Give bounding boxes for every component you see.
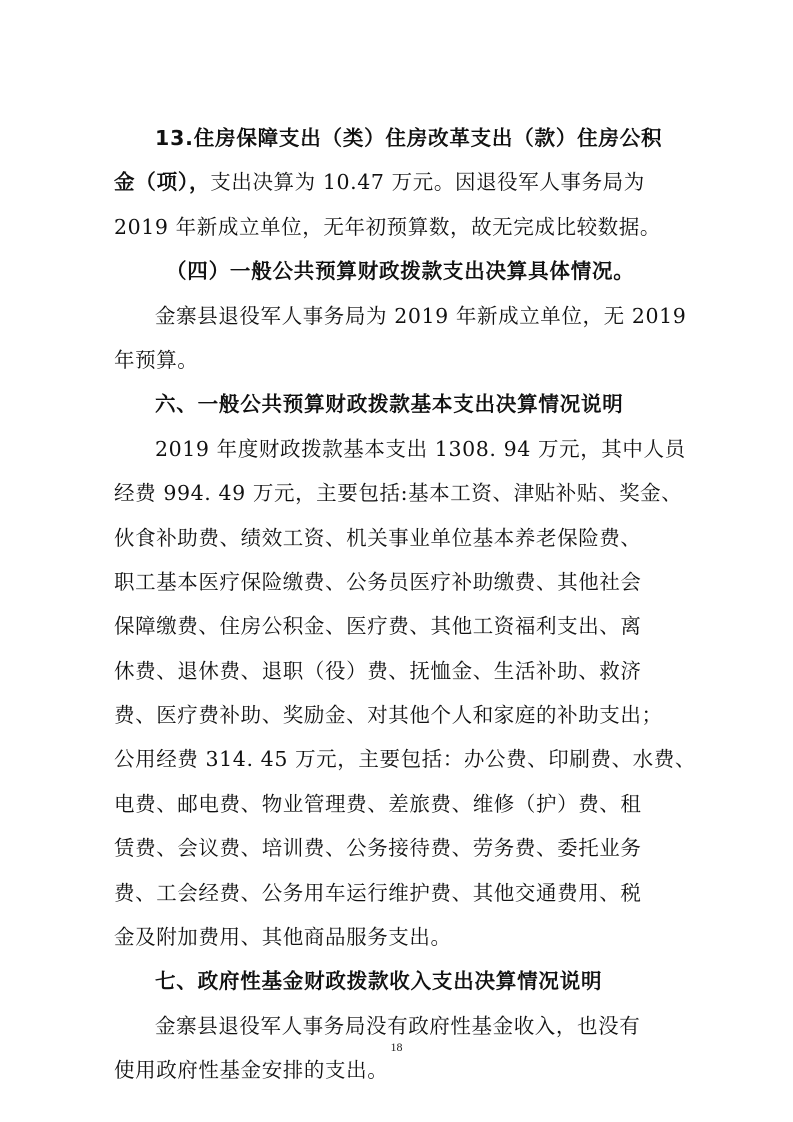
- body-text: 伙食补助费、绩效工资、机关事业单位基本养老保险费、: [114, 525, 642, 550]
- paragraph-line: [114, 871, 682, 915]
- paragraph-line: [114, 560, 682, 604]
- body-text: 2019 年度财政拨款基本支出 1308. 94 万元，其中人员: [155, 436, 686, 461]
- body-text: 赁费、会议费、培训费、公务接待费、劳务费、委托业务: [114, 836, 642, 861]
- section-heading-basic-expenditure: [114, 382, 682, 426]
- body-text: 保障缴费、住房公积金、医疗费、其他工资福利支出、离: [114, 614, 642, 639]
- paragraph-line: [114, 826, 682, 870]
- body-text: 2019 年新成立单位，无年初预算数，故无完成比较数据。: [114, 214, 661, 239]
- body-text: 职工基本医疗保险缴费、公务员医疗补助缴费、其他社会: [114, 569, 642, 594]
- paragraph-line: [114, 737, 696, 781]
- section-heading-text: 六、一般公共预算财政拨款基本支出决算情况说明: [155, 392, 624, 417]
- section-heading-text: 七、政府性基金财政拨款收入支出决算情况说明: [155, 969, 603, 994]
- body-text: 使用政府性基金安排的支出。: [114, 1058, 389, 1083]
- paragraph-line: [114, 649, 682, 693]
- body-text: 电费、邮电费、物业管理费、差旅费、维修（护）费、租: [114, 791, 642, 816]
- paragraph-line: [114, 782, 682, 826]
- section-heading-text: （四）一般公共预算财政拨款支出决算具体情况。: [166, 259, 635, 284]
- body-text: 费、医疗费补助、奖励金、对其他个人和家庭的补助支出；: [114, 703, 663, 728]
- subsection-heading-housing-fund-cont: 金（项），: [114, 170, 211, 195]
- paragraph-line: [114, 693, 682, 737]
- body-text: 支出决算为 10.47 万元。因退役军人事务局为: [210, 170, 645, 195]
- paragraph-line-housing-fund-amount: [114, 160, 682, 204]
- body-text: 经费 994. 49 万元，主要包括:基本工资、津贴补贴、奖金、: [114, 481, 683, 506]
- page-number: 18: [390, 1040, 403, 1054]
- paragraph-line: [114, 604, 682, 648]
- paragraph-line-housing-fund-heading: [114, 116, 682, 160]
- paragraph-line: [114, 915, 682, 959]
- document-body: [114, 116, 696, 1093]
- subsection-heading-housing-fund: 13.住房保障支出（类）住房改革支出（款）住房公积: [155, 126, 663, 150]
- paragraph-line: [114, 294, 687, 338]
- section-heading-general-budget-detail: [114, 249, 682, 293]
- paragraph-line: [114, 471, 682, 515]
- paragraph-line: [114, 427, 686, 471]
- body-text: 金及附加费用、其他商品服务支出。: [114, 925, 452, 950]
- body-text: 金寨县退役军人事务局为 2019 年新成立单位，无 2019: [155, 303, 687, 328]
- body-text: 金寨县退役军人事务局没有政府性基金收入，也没有: [155, 1013, 641, 1038]
- section-heading-government-fund: [114, 959, 682, 1003]
- body-text: 年预算。: [114, 347, 199, 372]
- body-text: 休费、退休费、退职（役）费、抚恤金、生活补助、救济: [114, 658, 642, 683]
- paragraph-line: [114, 516, 682, 560]
- paragraph-line: [114, 338, 682, 382]
- body-text: 公用经费 314. 45 万元，主要包括：办公费、印刷费、水费、: [114, 747, 696, 772]
- body-text: 费、工会经费、公务用车运行维护费、其他交通费用、税: [114, 880, 642, 905]
- paragraph-line: [114, 205, 682, 249]
